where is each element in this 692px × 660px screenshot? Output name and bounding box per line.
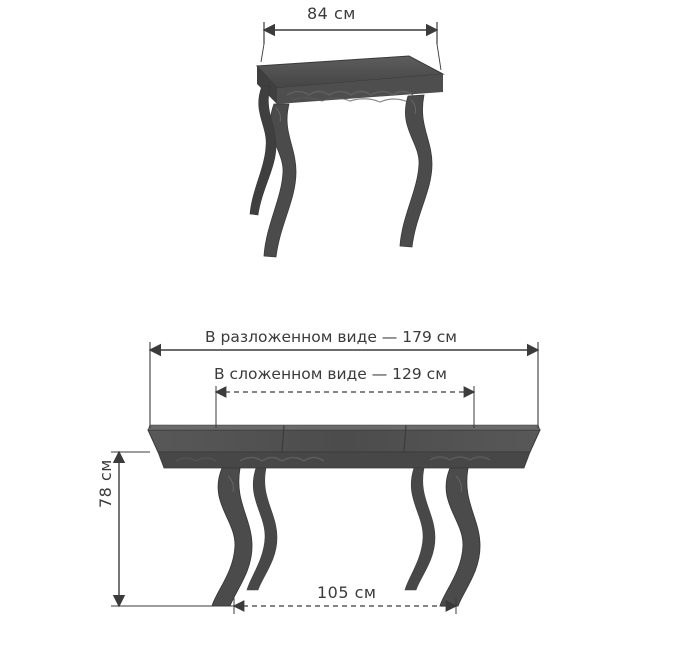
dimension-label-height-78: 78 см [96, 459, 115, 508]
top-table-illustration [250, 22, 443, 257]
dimension-label-width-84: 84 см [307, 4, 356, 23]
dimension-label-folded-129: В сложенном виде — 129 см [214, 365, 447, 383]
dimension-label-unfolded-179: В разложенном виде — 179 см [205, 328, 457, 346]
dimension-label-base-105: 105 см [317, 583, 377, 602]
